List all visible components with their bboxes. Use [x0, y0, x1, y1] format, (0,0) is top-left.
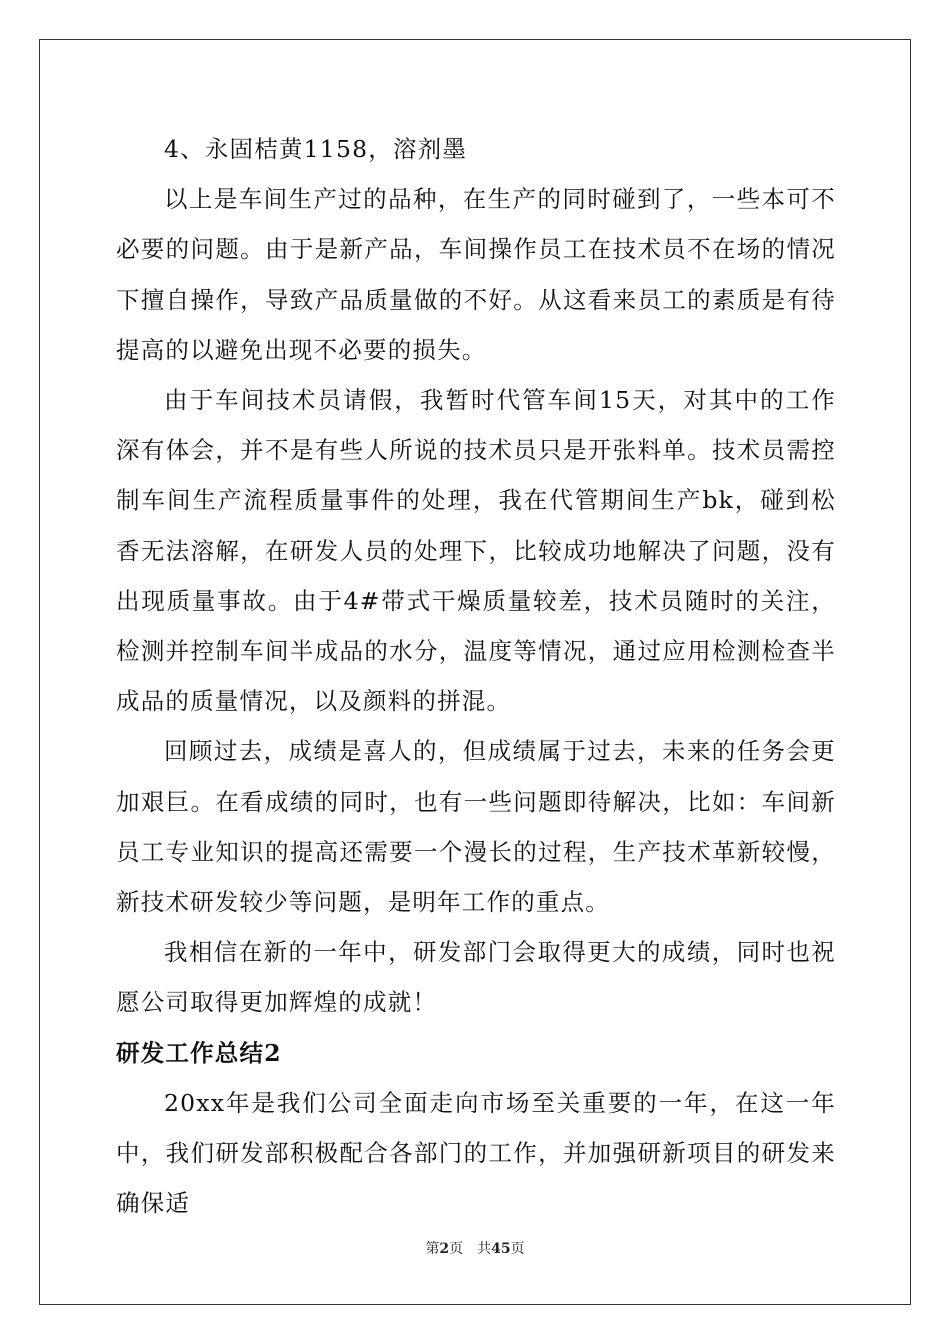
page-suffix: 页 [449, 1241, 464, 1257]
paragraph-3: 回顾过去，成绩是喜人的，但成绩属于过去，未来的任务会更加艰巨。在看成绩的同时，也有一些问题即待解决，比如：车间新员工专业知识的提高还需要一个漫长的过程，生产技术革新较慢，新技术研发较少等问题，是明年工作的重点。 [116, 737, 836, 917]
list-item-4: 4、永固桔黄1158，溶剂墨 [164, 135, 468, 163]
paragraph-1: 以上是车间生产过的品种，在生产的同时碰到了，一些本可不必要的问题。由于是新产品，车间操作员工在技术员不在场的情况下擅自操作，导致产品质量做的不好。从这看来员工的素质是有待提高的以避免出现不必要的损失。 [116, 185, 836, 364]
page-number: 2 [439, 1241, 450, 1257]
total-pages: 45 [491, 1241, 511, 1257]
section-heading: 研发工作总结2 [116, 1038, 282, 1067]
page-prefix: 第 [425, 1241, 440, 1257]
total-suffix: 页 [510, 1241, 525, 1257]
document-body [116, 124, 836, 1228]
section-paragraph: 20xx年是我们公司全面走向市场至关重要的一年，在这一年中，我们研发部积极配合各部门的工作，并加强研新项目的研发来确保适 [116, 1088, 836, 1218]
paragraph-2: 由于车间技术员请假，我暂时代管车间15天，对其中的工作深有体会，并不是有些人所说的技术员只是开张料单。技术员需控制车间生产流程质量事件的处理，我在代管期间生产bk，碰到松香无法溶解，在研发人员的处理下，比较成功地解决了问题，没有出现质量事故。由于4#带式干燥质量较差，技术员随时的关注，检测并控制车间半成品的水分，温度等情况，通过应用检测检查半成品的质量情况，以及颜料的拼混。 [116, 386, 836, 716]
page-footer [0, 1238, 950, 1258]
total-prefix: 共 [477, 1241, 492, 1257]
paragraph-4: 我相信在新的一年中，研发部门会取得更大的成绩，同时也祝愿公司取得更加辉煌的成就！ [116, 938, 836, 1017]
